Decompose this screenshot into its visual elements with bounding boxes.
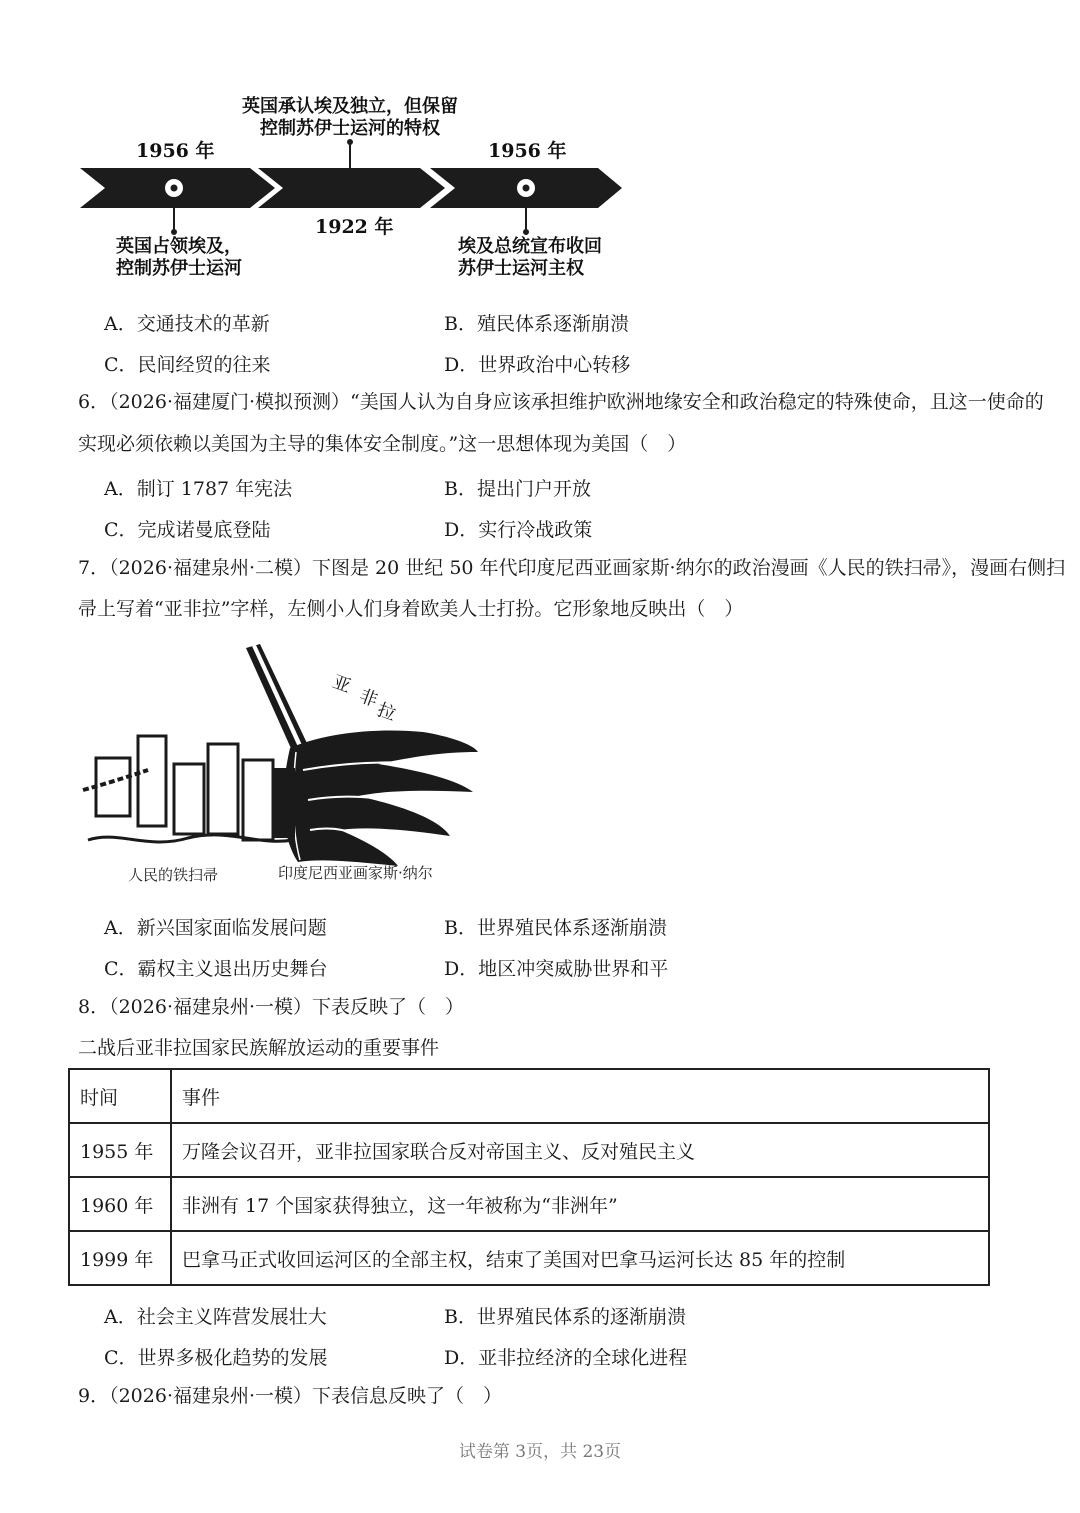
q6-option-a: A．制订 1787 年宪法 [104, 478, 293, 500]
q8-option-c: C．世界多极化趋势的发展 [104, 1347, 328, 1369]
q7-option-a: A．新兴国家面临发展问题 [104, 917, 327, 939]
q8-option-a: A．社会主义阵营发展壮大 [104, 1306, 327, 1328]
cartoon-iron-broom [78, 640, 488, 890]
q6-stem-line1: 6．（2026·福建厦门·模拟预测）“美国人认为自身应该承担维护欧洲地缘安全和政治稳定的特殊使命，且这一使命的 [78, 391, 1044, 413]
q5-option-a: A．交通技术的革新 [104, 313, 270, 335]
table-cell-event: 非洲有 17 个国家获得独立，这一年被称为“非洲年” [171, 1177, 989, 1231]
timeline-figure [70, 90, 640, 290]
table-header-row [69, 1069, 989, 1123]
q5-option-d: D．世界政治中心转移 [444, 354, 631, 376]
page-footer: 试卷第 3页，共 23页 [458, 1442, 622, 1462]
table-header-time: 时间 [69, 1069, 171, 1123]
q9-stem: 9．（2026·福建泉州·一模）下表信息反映了（ ） [78, 1385, 503, 1407]
q7-stem-line2: 帚上写着“亚非拉”字样，左侧小人们身着欧美人士打扮。它形象地反映出（ ） [78, 598, 744, 620]
table-row [69, 1177, 989, 1231]
broom-text-ya: 亚 [329, 671, 354, 698]
cartoon-caption-right: 印度尼西亚画家斯·纳尔 [278, 864, 433, 882]
q6-stem-line2: 实现必须依赖以美国为主导的集体安全制度。”这一思想体现为美国（ ） [78, 433, 687, 455]
table-cell-time: 1999 年 [69, 1231, 171, 1285]
q7-stem-line1: 7．（2026·福建泉州·二模）下图是 20 世纪 50 年代印度尼西亚画家斯·纳尔的政治漫画《人民的铁扫帚》，漫画右侧扫 [78, 557, 1066, 579]
table-cell-event: 万隆会议召开，亚非拉国家联合反对帝国主义、反对殖民主义 [171, 1123, 989, 1177]
q5-option-c: C．民间经贸的往来 [104, 354, 271, 376]
timeline-arrow-2 [258, 168, 445, 208]
q8-table-title: 二战后亚非拉国家民族解放运动的重要事件 [78, 1037, 440, 1059]
timeline-year-left: 1956 年 [136, 140, 215, 162]
table-row [69, 1231, 989, 1285]
table-cell-event: 巴拿马正式收回运河区的全部主权，结束了美国对巴拿马运河长达 85 年的控制 [171, 1231, 989, 1285]
timeline-event-left: 英国占领埃及， 控制苏伊士运河 [116, 236, 242, 279]
q7-option-b: B．世界殖民体系逐渐崩溃 [444, 917, 667, 939]
timeline-event-right: 埃及总统宣布收回 苏伊士运河主权 [458, 236, 602, 279]
q6-option-b: B．提出门户开放 [444, 478, 591, 500]
table-cell-time: 1955 年 [69, 1123, 171, 1177]
broom-text-fei: 非 [356, 685, 381, 712]
q8-stem: 8．（2026·福建泉州·一模）下表反映了（ ） [78, 996, 465, 1018]
events-table [68, 1068, 990, 1286]
cartoon-drawing [78, 640, 488, 890]
table-row [69, 1123, 989, 1177]
cartoon-caption-left: 人民的铁扫帚 [128, 866, 219, 884]
q8-option-d: D．亚非拉经济的全球化进程 [444, 1347, 688, 1369]
timeline-year-mid: 1922 年 [315, 216, 394, 238]
broom-text-la: 拉 [374, 699, 399, 726]
q6-option-d: D．实行冷战政策 [444, 519, 593, 541]
timeline-event-top: 英国承认埃及独立，但保留 控制苏伊士运河的特权 [242, 96, 458, 139]
q8-option-b: B．世界殖民体系的逐渐崩溃 [444, 1306, 686, 1328]
q6-option-c: C．完成诺曼底登陆 [104, 519, 271, 541]
table-cell-time: 1960 年 [69, 1177, 171, 1231]
timeline-year-right: 1956 年 [488, 140, 567, 162]
q7-option-c: C．霸权主义退出历史舞台 [104, 958, 328, 980]
q7-option-d: D．地区冲突威胁世界和平 [444, 958, 669, 980]
q5-option-b: B．殖民体系逐渐崩溃 [444, 313, 629, 335]
table-header-event: 事件 [171, 1069, 989, 1123]
